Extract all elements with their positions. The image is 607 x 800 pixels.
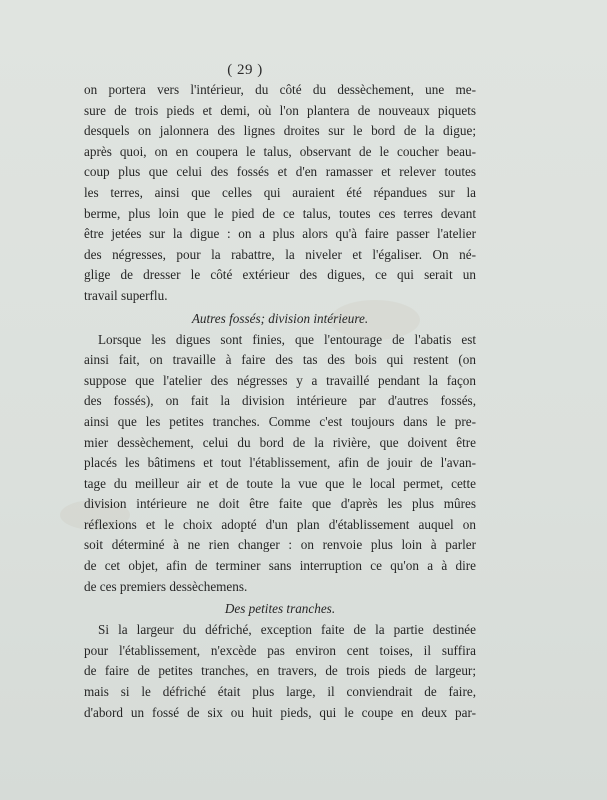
- text-line: desquels on jalonnera des lignes droites sur le bord de la digue;: [84, 123, 476, 139]
- text-line: ainsi que les petites tranches. Comme c'est toujours dans le pre-: [84, 413, 476, 429]
- text-line: Si la largeur du défriché, exception faite de la partie destinée: [98, 622, 476, 638]
- text-line: après quoi, on en coupera le talus, observant de le coucher beau-: [84, 143, 476, 159]
- text-line: berme, plus loin que le pied de ce talus, toutes ces terres devant: [84, 205, 476, 221]
- text-line: pour l'établissement, n'excède pas environ cent toises, il suffira: [84, 642, 476, 658]
- text-line: sure de trois pieds et demi, où l'on plantera de nouveaux piquets: [84, 102, 476, 118]
- section-heading: Autres fossés; division intérieure.: [191, 310, 369, 326]
- page-number: ( 29 ): [227, 62, 263, 78]
- text-line: on portera vers l'intérieur, du côté du dessèchement, une me-: [84, 82, 476, 97]
- text-line: de ces premiers dessèchemens.: [84, 578, 248, 594]
- text-line: des fossés), on fait la division intérieure par d'autres fossés,: [84, 393, 476, 409]
- text-line: d'abord un fossé de six ou huit pieds, qui le coupe en deux par-: [84, 704, 476, 720]
- text-line: tage du meilleur air et de toute la vue que le local permet, cette: [84, 475, 476, 491]
- text-line: division intérieure ne doit être faite que d'après les plus mûres: [84, 496, 476, 512]
- text-line: mais si le défriché était plus large, il conviendrait de faire,: [84, 684, 476, 700]
- text-line: des négresses, pour la rabattre, la niveler et l'égaliser. On né-: [84, 246, 476, 262]
- text-line: réflexions et le choix adopté d'un plan d'établissement auquel on: [84, 516, 476, 532]
- page-body: [84, 80, 476, 723]
- text-line: coup plus que celui des fossés et d'en ramasser et relever toutes: [84, 164, 476, 180]
- section-heading: Des petites tranches.: [224, 601, 336, 617]
- text-line: être jetées sur la digue : on a plus alors qu'à faire passer l'atelier: [84, 226, 476, 242]
- text-line: glige de dresser le côté extérieur des digues, ce qui serait un: [84, 267, 476, 283]
- text-line: les terres, ainsi que celles qui auraient été répandues sur la: [84, 184, 476, 200]
- text-line: placés les bâtimens et tout l'établissement, afin de jouir de l'avan-: [84, 455, 476, 471]
- paragraph-1: [84, 80, 476, 307]
- text-line: suppose que l'atelier des négresses y a travaillé pendant la façon: [84, 372, 476, 388]
- text-line: travail superflu.: [84, 287, 168, 303]
- text-line: de faire de petites tranches, en travers, de trois pieds de largeur;: [84, 663, 476, 679]
- text-line: soit déterminé à ne rien changer : on renvoie plus loin à parler: [84, 537, 476, 553]
- text-line: ainsi fait, on travaille à faire des tas des bois qui restent (on: [84, 352, 476, 368]
- text-line: de cet objet, afin de terminer sans interruption ce qu'on a à dire: [84, 558, 476, 574]
- text-line: Lorsque les digues sont finies, que l'entourage de l'abatis est: [98, 331, 476, 347]
- paragraph-3: [84, 620, 476, 723]
- text-line: mier dessèchement, celui du bord de la rivière, que doivent être: [84, 434, 476, 450]
- paragraph-2: [84, 330, 476, 598]
